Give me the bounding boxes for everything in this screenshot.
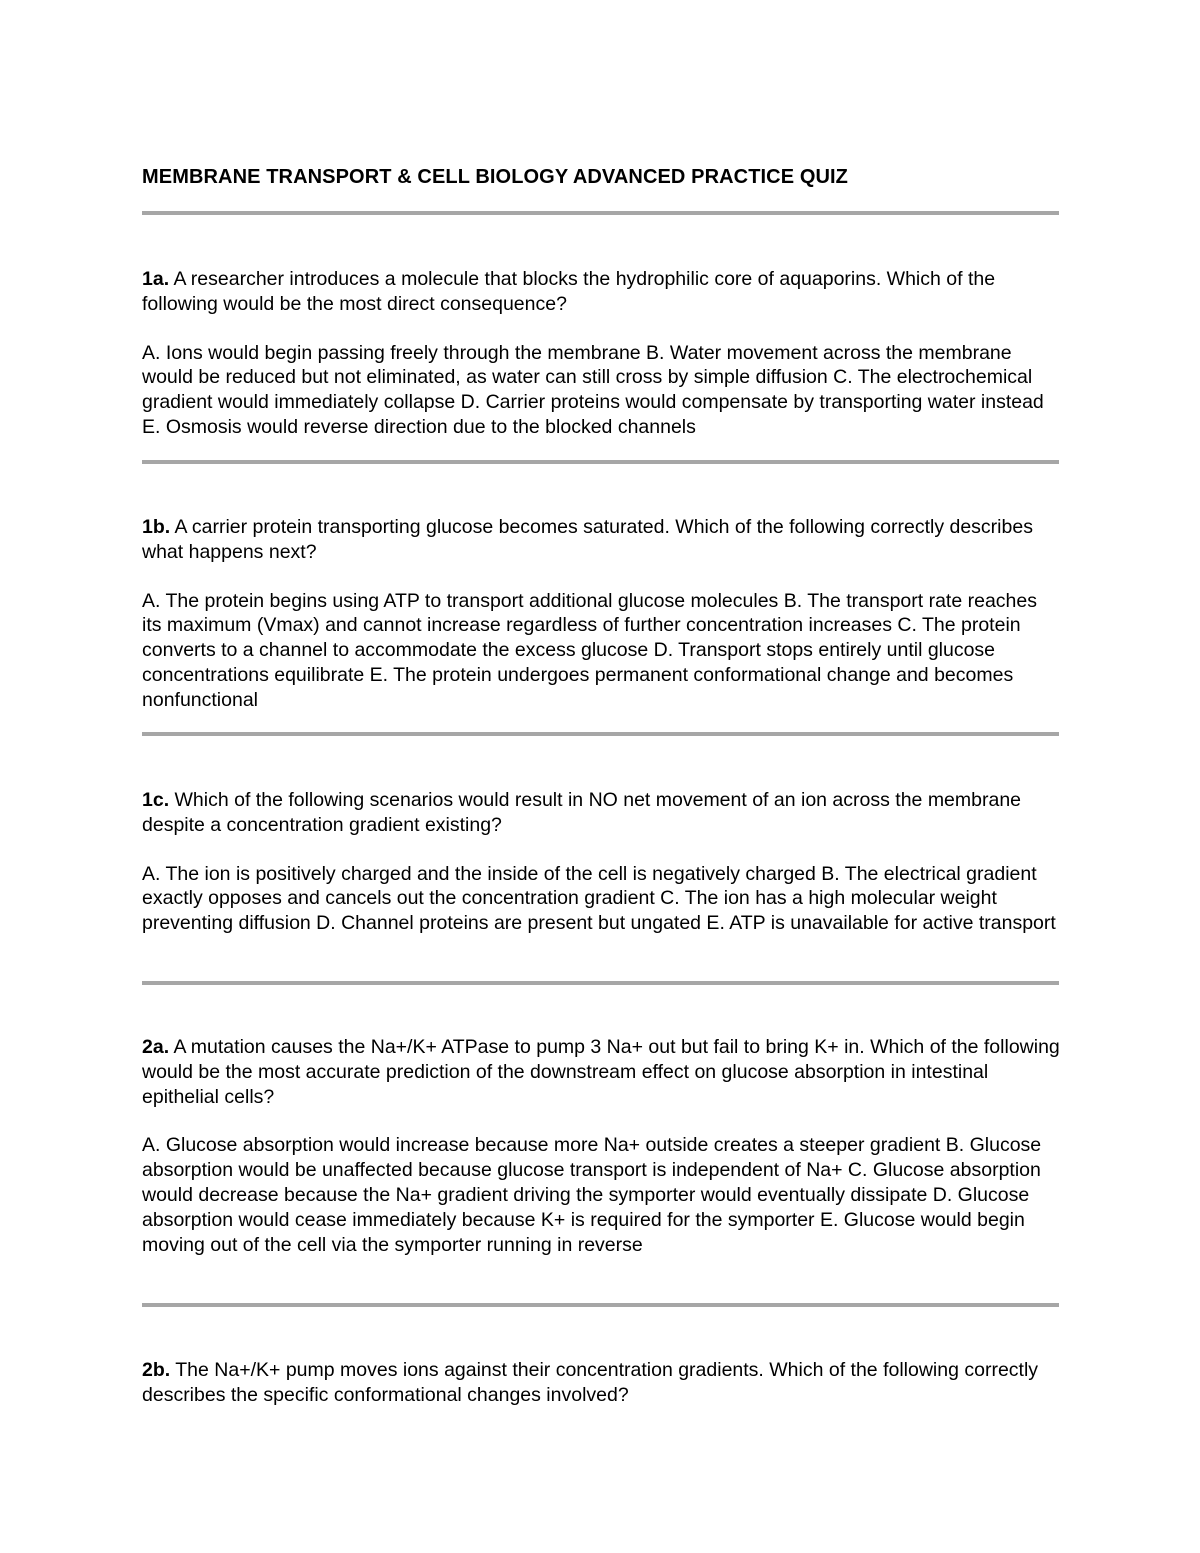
question-number: 1a. [142, 268, 170, 290]
question-1b [142, 515, 1060, 713]
question-number: 2b. [142, 1359, 171, 1381]
question-options: A. The ion is positively charged and the inside of the cell is negatively charged B. The electrical gradient exactly opposes and cancels out the concentration gradient C. The ion has a high molecular weight preventing diffusion D. Channel proteins are present but ungated E. ATP is unavailable for active transport [142, 862, 1056, 935]
question-options: A. Ions would begin passing freely through the membrane B. Water movement across the membrane would be reduced but not eliminated, as water can still cross by simple diffusion C. The electrochemical gradient would immediately collapse D. Carrier proteins would compensate by transporting water instead E. Osmosis would reverse direction due to the blocked channels [142, 341, 1044, 438]
question-stem [142, 1358, 1060, 1408]
question-text: Which of the following scenarios would result in NO net movement of an ion across the membrane despite a concentration gradient existing? [142, 789, 1022, 836]
question-number: 2a. [142, 1036, 170, 1058]
question-number: 1b. [142, 516, 171, 538]
quiz-title: MEMBRANE TRANSPORT & CELL BIOLOGY ADVANCED PRACTICE QUIZ [142, 166, 848, 188]
question-1c [142, 788, 1060, 936]
question-text: A mutation causes the Na+/K+ ATPase to pump 3 Na+ out but fail to bring K+ in. Which of the following would be the most accurate prediction of the downstream effect on glucose absorption in intestinal epithelial cells? [142, 1036, 1060, 1108]
question-text: The Na+/K+ pump moves ions against their concentration gradients. Which of the following correctly describes the specific conformational changes involved? [142, 1359, 1039, 1406]
question-2a [142, 1035, 1060, 1257]
question-options: A. Glucose absorption would increase because more Na+ outside creates a steeper gradient B. Glucose absorption would be unaffected because glucose transport is independent of Na+ C. Glucose absorption would decrease because the Na+ gradient driving the symporter would eventually dissipate D. Glucose absorption would cease immediately because K+ is required for the symporter E. Glucose would begin moving out of the cell via the symporter running in reverse [142, 1134, 1042, 1256]
divider [142, 460, 1059, 464]
question-stem [142, 1035, 1060, 1109]
divider [142, 981, 1059, 985]
divider [142, 732, 1059, 736]
question-text: A carrier protein transporting glucose becomes saturated. Which of the following correctly describes what happens next? [142, 516, 1033, 563]
question-stem [142, 515, 1060, 565]
question-1a [142, 267, 1060, 440]
divider [142, 211, 1059, 215]
question-text: A researcher introduces a molecule that blocks the hydrophilic core of aquaporins. Which of the following would be the most direct consequence? [142, 268, 996, 315]
question-stem [142, 267, 1060, 317]
divider [142, 1303, 1059, 1307]
question-stem [142, 788, 1060, 838]
question-number: 1c. [142, 789, 170, 811]
question-2b [142, 1358, 1060, 1408]
question-options: A. The protein begins using ATP to transport additional glucose molecules B. The transport rate reaches its maximum (Vmax) and cannot increase regardless of further concentration increases C. The protein converts to a channel to accommodate the excess glucose D. Transport stops entirely until glucose concentrations equilibrate E. The protein undergoes permanent conformational change and becomes nonfunctional [142, 589, 1037, 711]
